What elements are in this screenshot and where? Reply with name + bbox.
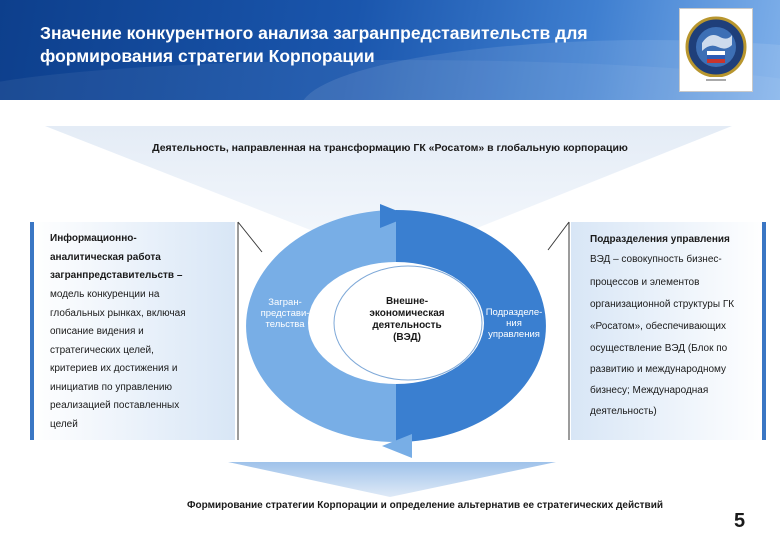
right-panel-accent: [762, 222, 766, 440]
right-line-2: ВЭД – совокупность бизнес-: [590, 254, 722, 265]
left-line-8: критериев их достижения и: [50, 363, 178, 374]
center-label-3: деятельность: [372, 320, 442, 331]
center-label-4: (ВЭД): [393, 332, 421, 343]
right-line-4: организационной структуры ГК: [590, 299, 735, 310]
right-line-8: бизнесу; Международная: [590, 385, 709, 396]
ring-right-label-1: Подразделе-: [485, 307, 543, 318]
right-line-1: Подразделения управления: [590, 234, 730, 245]
right-line-5: «Росатом», обеспечивающих: [590, 321, 726, 332]
title-line-2: формирования стратегии Корпорации: [40, 46, 375, 66]
left-line-11: целей: [50, 419, 78, 430]
left-line-1: Информационно-: [50, 233, 137, 244]
ring-right-label-3: управления: [488, 329, 540, 340]
center-label-1: Внешне-: [385, 296, 429, 307]
right-line-3: процессов и элементов: [590, 277, 700, 288]
left-panel-accent: [30, 222, 34, 440]
left-line-7: стратегических целей,: [50, 345, 154, 356]
ring-left-label-1: Загран-: [268, 297, 302, 308]
bottom-banner-text: Формирование стратегии Корпорации и определение альтернатив ее стратегических действий: [186, 500, 663, 511]
title-line-1: Значение конкурентного анализа загранпредставительств для: [40, 23, 588, 43]
ring-left-label-2: представи-: [260, 308, 310, 319]
left-line-3: загранпредставительств –: [50, 270, 183, 281]
page-number: 5: [734, 510, 746, 532]
right-line-6: осуществление ВЭД (Блок по: [590, 343, 728, 354]
left-line-9: инициатив по управлению: [50, 382, 172, 393]
right-line-7: развитию и международному: [590, 364, 727, 375]
left-line-4: модель конкуренции на: [50, 289, 160, 300]
left-line-5: глобальных рынках, включая: [50, 308, 186, 319]
left-line-2: аналитическая работа: [50, 252, 161, 263]
center-label-2: экономическая: [369, 308, 445, 319]
right-line-9: деятельность): [590, 406, 657, 417]
ring-right-label: [478, 307, 550, 340]
bottom-arrow: [228, 462, 556, 497]
ring-left-label-3: тельства: [265, 319, 305, 330]
left-line-6: описание видения и: [50, 326, 144, 337]
top-banner-text: Деятельность, направленная на трансформацию ГК «Росатом» в глобальную корпорацию: [152, 142, 628, 154]
center-label: [352, 296, 462, 344]
right-bracket: [548, 222, 569, 440]
ring-left-label: [252, 297, 318, 330]
left-line-10: реализацией поставленных: [50, 400, 180, 411]
ring-right-label-2: ния: [506, 318, 522, 329]
